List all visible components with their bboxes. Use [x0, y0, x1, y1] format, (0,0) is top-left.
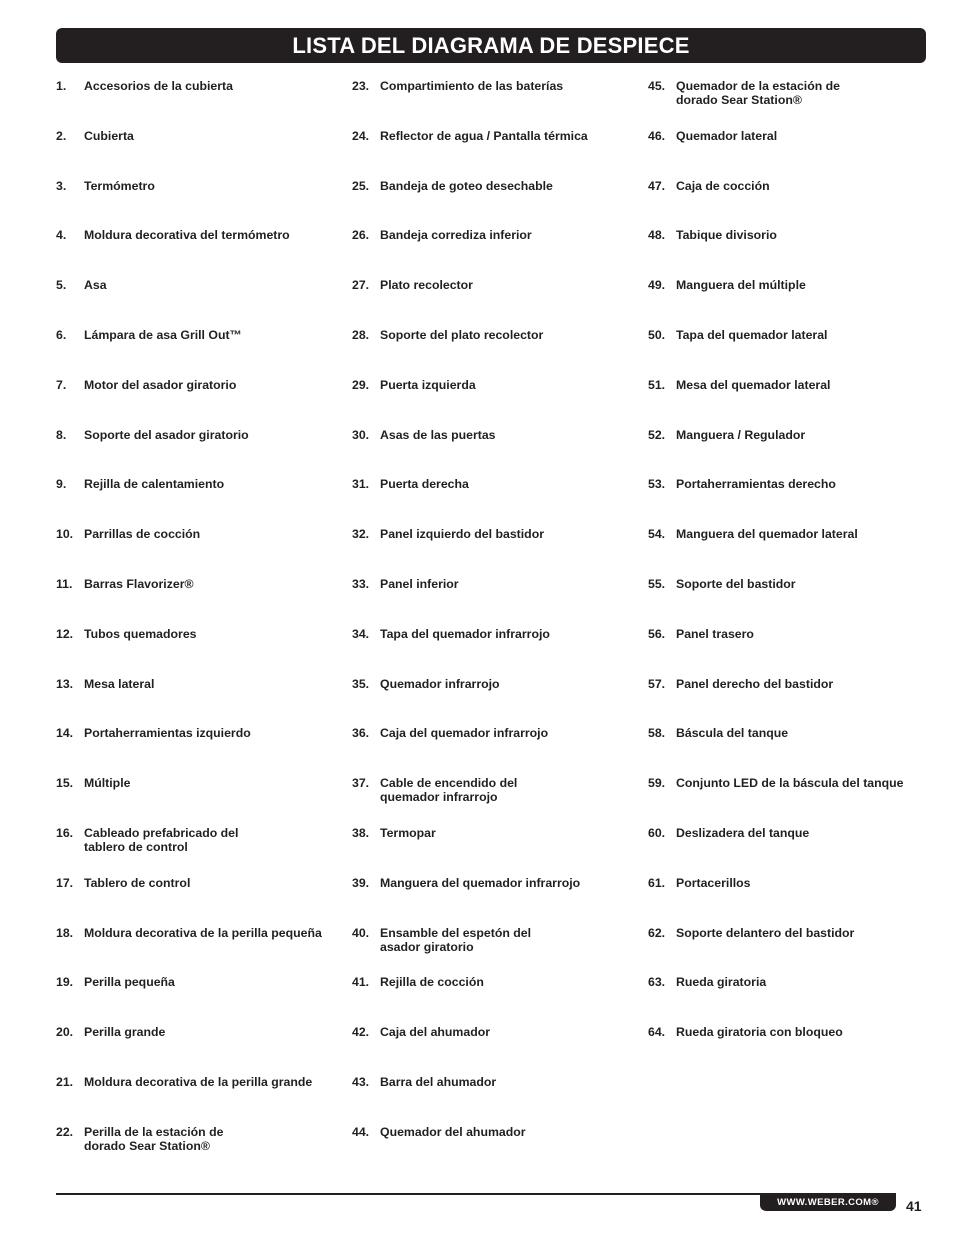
part-name: Soporte delantero del bastidor — [676, 925, 855, 940]
part-name: Quemador de la estación de dorado Sear Station® — [676, 79, 841, 107]
part-name: Cubierta — [84, 128, 134, 143]
part-name: Manguera del quemador infrarrojo — [380, 875, 581, 890]
part-name: Soporte del asador giratorio — [84, 427, 249, 442]
part-number: 41. — [352, 975, 370, 990]
part-name: Moldura decorativa del termómetro — [84, 228, 290, 243]
part-number: 25. — [352, 178, 370, 193]
part-name: Lámpara de asa Grill Out™ — [84, 328, 242, 342]
part-name: Caja del quemador infrarrojo — [380, 726, 549, 741]
part-number: 14. — [56, 726, 74, 741]
part-name: Manguera del múltiple — [676, 278, 806, 293]
part-number: 64. — [648, 1025, 666, 1040]
part-number: 50. — [648, 328, 666, 342]
part-number: 24. — [352, 128, 370, 143]
part-name: Manguera / Regulador — [676, 427, 806, 442]
part-number: 37. — [352, 776, 370, 791]
part-number: 51. — [648, 377, 666, 392]
part-number: 5. — [56, 278, 67, 293]
part-name: Motor del asador giratorio — [84, 377, 237, 392]
part-number: 6. — [56, 328, 67, 342]
part-name: Panel izquierdo del bastidor — [380, 527, 544, 542]
part-name: Asas de las puertas — [380, 427, 496, 442]
part-number: 28. — [352, 328, 370, 342]
part-name: Termómetro — [84, 178, 155, 193]
part-number: 18. — [56, 925, 74, 940]
part-number: 44. — [352, 1124, 370, 1139]
part-number: 42. — [352, 1025, 370, 1040]
part-name: Báscula del tanque — [676, 726, 789, 741]
part-number: 46. — [648, 128, 666, 143]
part-name: Múltiple — [84, 776, 131, 791]
part-number: 27. — [352, 278, 370, 293]
part-number: 49. — [648, 278, 666, 293]
part-number: 39. — [352, 875, 370, 890]
part-name: Caja de cocción — [676, 178, 770, 193]
part-name: Perilla de la estación de dorado Sear Station® — [84, 1124, 224, 1153]
part-number: 32. — [352, 527, 370, 542]
title-bar — [56, 28, 926, 63]
part-number: 63. — [648, 975, 666, 990]
part-name: Rejilla de calentamiento — [84, 477, 225, 492]
part-number: 38. — [352, 826, 370, 840]
part-name: Compartimiento de las baterías — [380, 79, 564, 93]
part-name: Rueda giratoria — [676, 975, 767, 990]
part-name: Cable de encendido del quemador infrarrojo — [380, 776, 518, 805]
part-name: Barra del ahumador — [380, 1075, 497, 1089]
part-name: Puerta izquierda — [380, 377, 476, 392]
part-number: 15. — [56, 776, 74, 791]
part-number: 16. — [56, 826, 74, 840]
part-number: 8. — [56, 427, 67, 442]
part-number: 62. — [648, 925, 666, 940]
part-number: 52. — [648, 427, 666, 442]
part-number: 31. — [352, 477, 370, 492]
part-number: 20. — [56, 1025, 74, 1040]
part-name: Quemador infrarrojo — [380, 676, 500, 691]
part-number: 9. — [56, 477, 67, 492]
part-name: Portaherramientas derecho — [676, 477, 836, 492]
part-name: Rueda giratoria con bloqueo — [676, 1025, 843, 1040]
part-name: Bandeja corrediza inferior — [380, 228, 532, 243]
part-name: Termopar — [380, 826, 436, 840]
part-name: Plato recolector — [380, 278, 473, 293]
part-number: 21. — [56, 1075, 74, 1089]
part-name: Accesorios de la cubierta — [84, 79, 233, 93]
part-number: 36. — [352, 726, 370, 741]
page-title: LISTA DEL DIAGRAMA DE DESPIECE — [292, 32, 690, 58]
part-name: Perilla grande — [84, 1025, 166, 1040]
part-name: Soporte del plato recolector — [380, 328, 544, 342]
part-name: Quemador del ahumador — [380, 1124, 526, 1139]
part-number: 45. — [648, 79, 666, 93]
part-name: Moldura decorativa de la perilla pequeña — [84, 925, 322, 940]
part-name: Tubos quemadores — [84, 626, 197, 641]
part-number: 19. — [56, 975, 74, 990]
part-name: Asa — [84, 278, 107, 293]
part-name: Caja del ahumador — [380, 1025, 491, 1040]
part-number: 26. — [352, 228, 370, 243]
part-name: Barras Flavorizer® — [84, 577, 194, 591]
part-number: 43. — [352, 1075, 370, 1089]
part-number: 57. — [648, 676, 666, 691]
part-name: Portaherramientas izquierdo — [84, 726, 251, 741]
part-number: 7. — [56, 377, 67, 392]
part-number: 12. — [56, 626, 74, 641]
part-number: 59. — [648, 776, 666, 791]
part-name: Mesa lateral — [84, 676, 155, 691]
part-number: 61. — [648, 875, 666, 890]
part-number: 34. — [352, 626, 370, 641]
part-number: 40. — [352, 925, 370, 940]
part-name: Ensamble del espetón del asador giratorio — [380, 925, 532, 954]
part-number: 22. — [56, 1124, 74, 1139]
part-number: 60. — [648, 826, 666, 840]
part-number: 29. — [352, 377, 370, 392]
part-number: 53. — [648, 477, 666, 492]
part-number: 54. — [648, 527, 666, 542]
part-number: 3. — [56, 178, 67, 193]
part-number: 10. — [56, 527, 74, 542]
part-number: 55. — [648, 577, 666, 591]
part-name: Tablero de control — [84, 875, 191, 890]
part-name: Mesa del quemador lateral — [676, 377, 831, 392]
part-name: Cableado prefabricado del tablero de control — [84, 826, 239, 854]
part-number: 13. — [56, 676, 74, 691]
part-number: 11. — [56, 577, 73, 591]
part-name: Parrillas de cocción — [84, 527, 201, 542]
part-number: 58. — [648, 726, 666, 741]
part-number: 47. — [648, 178, 666, 193]
part-number: 1. — [56, 79, 67, 93]
part-name: Portacerillos — [676, 875, 751, 890]
part-name: Perilla pequeña — [84, 975, 175, 990]
part-name: Manguera del quemador lateral — [676, 527, 858, 542]
part-number: 2. — [56, 128, 67, 143]
part-name: Reflector de agua / Pantalla térmica — [380, 128, 588, 143]
part-name: Tabique divisorio — [676, 228, 777, 243]
footer-url-badge — [760, 1193, 896, 1211]
part-name: Soporte del bastidor — [676, 577, 796, 591]
part-name: Puerta derecha — [380, 477, 469, 492]
part-name: Panel inferior — [380, 577, 459, 591]
part-name: Tapa del quemador infrarrojo — [380, 626, 550, 641]
part-name: Bandeja de goteo desechable — [380, 178, 553, 193]
part-name: Conjunto LED de la báscula del tanque — [676, 776, 904, 791]
part-name: Rejilla de cocción — [380, 975, 484, 990]
part-name: Panel trasero — [676, 626, 754, 641]
part-number: 30. — [352, 427, 370, 442]
part-name: Tapa del quemador lateral — [676, 328, 828, 342]
part-name: Quemador lateral — [676, 128, 778, 143]
part-number: 17. — [56, 875, 74, 890]
part-number: 23. — [352, 79, 370, 93]
part-name: Deslizadera del tanque — [676, 826, 810, 840]
part-number: 33. — [352, 577, 370, 591]
part-number: 4. — [56, 228, 67, 243]
part-number: 35. — [352, 676, 370, 691]
part-number: 56. — [648, 626, 666, 641]
website-url[interactable]: WWW.WEBER.COM® — [777, 1196, 879, 1208]
page-number: 41 — [906, 1198, 922, 1214]
part-name: Panel derecho del bastidor — [676, 676, 834, 691]
part-number: 48. — [648, 228, 666, 243]
part-name: Moldura decorativa de la perilla grande — [84, 1075, 313, 1089]
